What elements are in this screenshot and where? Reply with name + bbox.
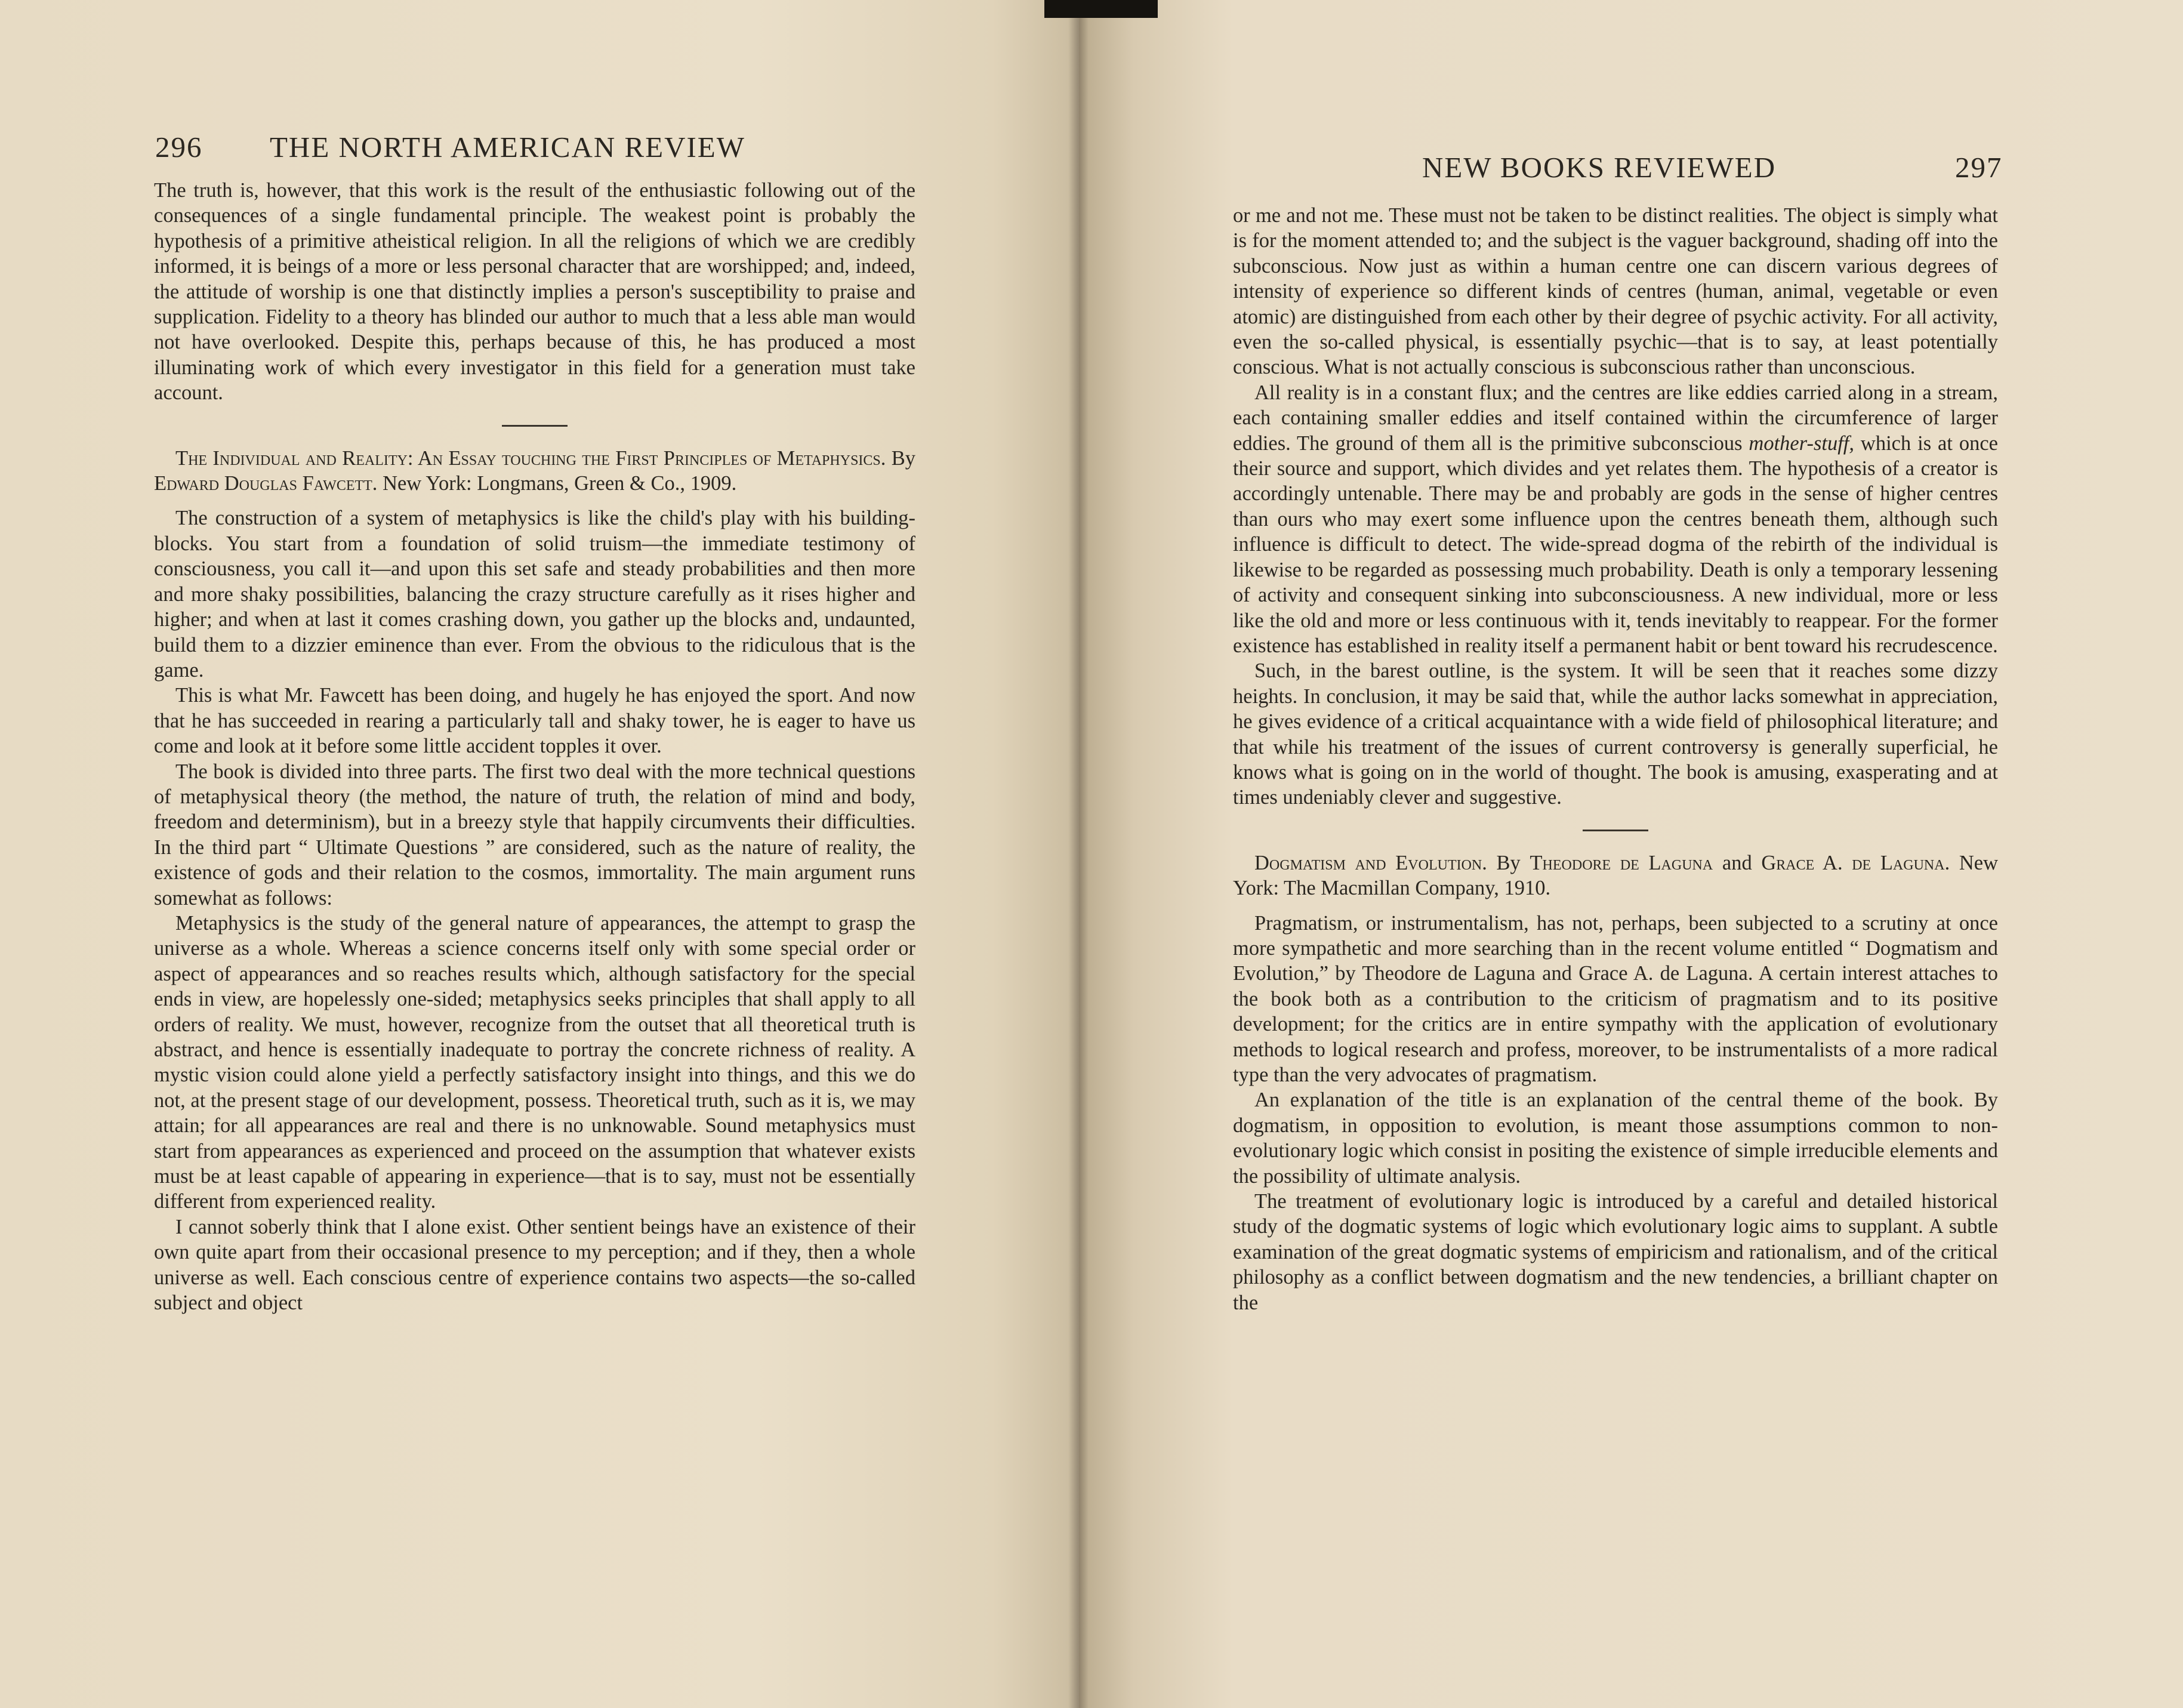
- review-and: and: [1722, 851, 1752, 874]
- running-head: NEW BOOKS REVIEWED: [1422, 151, 1777, 184]
- review-title: Dogmatism and Evolution.: [1254, 851, 1487, 874]
- paragraph: An explanation of the title is an explanation of the central theme of the book. By dogmatism, in opposition to evolution, is meant those assumptions common to non-evolutionary logic which consist in positing the existence of simple irreducible elements and the possibility of ultimate analysis.: [1233, 1089, 1998, 1188]
- paragraph: The treatment of evolutionary logic is introduced by a careful and detailed historical study of the dogmatic systems of logic which evolutionary logic aims to supplant. A subtle examination of the great dogmatic systems of empiricism and rationalism, and of the critical philosophy as a conflict between dogmatism and the new tendencies, a brilliant chapter on the: [1233, 1190, 1998, 1314]
- review-publisher: New York: The Macmillan Company, 1910.: [1233, 851, 1999, 900]
- review-title: The Individual and Reality: An Essay touching the First Principles of Metaphysics.: [175, 446, 886, 470]
- paragraph: I cannot soberly think that I alone exist. Other sentient beings have an existence of their own quite apart from their occasional presence to my perception; and if they, then a whole universe as well. Each conscious centre of experience contains two aspects—the so-called subject and object: [154, 1215, 915, 1315]
- paragraph-text: All reality is in a constant flux; and the centres are like eddies carried along in a stream, each containing smaller eddies and itself contained within the circumference of larger eddies. The ground of them all is the primitive subconscious: [1233, 381, 1998, 455]
- paragraph: or me and not me. These must not be taken to be distinct realities. The object is simply what is for the moment attended to; and the subject is the vaguer background, shading off into the subconscious. Now just as within a human centre one can discern various degrees of intensity of experience so different kinds of centres (human, animal, vegetable or even atomic) are distinguished from each other by their degree of psychic activity. For all activity, even the so-called physical, is essentially psychic—that is to say, at least potentially conscious. What is not actually conscious is subconscious rather than unconscious.: [1233, 204, 1998, 379]
- paragraph: The book is divided into three parts. The first two deal with the more technical questions of metaphysical theory (the method, the nature of truth, the relation of mind and body, freedom and determinism), but in a breezy style that happily circumvents their difficulties. In the third part “ Ultimate Questions ” are considered, such as the nature of reality, the existence of gods and their relation to the cosmos, immortality. The main argument runs somewhat as follows:: [154, 760, 915, 910]
- page-number: 297: [1955, 151, 2003, 184]
- running-head: THE NORTH AMERICAN REVIEW: [270, 131, 745, 164]
- text-column: [154, 178, 915, 1315]
- paragraph: Metaphysics is the study of the general nature of appearances, the attempt to grasp the universe as a whole. Whereas a science concerns itself only with some special order or aspect of appearances and so reaches results which, although satisfactory for the special ends in view, are hopelessly one-sided; metaphysics seeks principles that shall apply to all orders of reality. We must, however, recognize from the outset that all theoretical truth is abstract, and hence is essentially inadequate to portray the concrete richness of reality. A mystic vision could alone yield a perfectly satisfactory insight into things, and this we do not, at the present stage of our development, possess. Theoretical truth, such as it is, we may attain; for all appearances are real and there is no unknowable. Sound metaphysics must start from appearances as experienced and proceed on the assumption that whatever exists must be at least capable of appearing in experience—that is to say, must not be essentially different from experienced reality.: [154, 911, 915, 1213]
- review-by: By: [891, 446, 916, 470]
- left-page: [0, 0, 1079, 1708]
- review-heading: [154, 446, 915, 497]
- page-number: 296: [155, 131, 203, 164]
- paragraph: [1233, 380, 1998, 658]
- paragraph: Such, in the barest outline, is the system. It will be seen that it reaches some dizzy heights. In conclusion, it may be said that, while the author lacks somewhat in appreciation, he gives evidence of a critical acquaintance with a wide field of philosophical literature; and that while his treatment of the issues of current controversy is generally superficial, he knows what is going on in the world of thought. The book is amusing, exasperating and at times undeniably clever and suggestive.: [1233, 659, 1998, 809]
- review-by: By: [1496, 851, 1521, 874]
- paragraph-text: which is at once their source and support, which divides and yet relates them. The hypothesis of a creator is accordingly untenable. There may be and probably are gods in the sense of higher centres than ours who may exert some influence upon the centres beneath them, although such influence is difficult to detect. The wide-spread dogma of the rebirth of the individual is likewise to be regarded as possessing much probability. Death is only a temporary lessening of activity and consequent sinking into subconsciousness. A new individual, more or less like the old and more or less continuous with it, tends inevitably to reappear. For the former existence has established in reality itself a permanent habit or bent toward his recrudescence.: [1233, 431, 1998, 657]
- paragraph: This is what Mr. Fawcett has been doing, and hugely he has enjoyed the sport. And now that he has succeeded in rearing a particularly tall and shaky tower, he is eager to have us come and look at it before some little accident topples it over.: [154, 684, 915, 758]
- spine-shadow: [1044, 0, 1158, 18]
- review-heading: [1233, 850, 1998, 901]
- paragraph: The construction of a system of metaphysics is like the child's play with his building-blocks. You start from a foundation of solid truism—the immediate testimony of consciousness, you call it—and upon this set safe and steady probabilities and then more and more shaky possibilities, balancing the crazy structure carefully as it rises higher and higher; and when at last it comes crashing down, you gather up the blocks and, undaunted, build them to a dizzier eminence than ever. From the obvious to the ridiculous that is the game.: [154, 507, 915, 682]
- review-publisher: New York: Longmans, Green & Co., 1909.: [383, 472, 737, 495]
- italic-term: mother-stuff,: [1749, 431, 1855, 455]
- review-author: Grace A. de Laguna.: [1761, 851, 1950, 874]
- paragraph: The truth is, however, that this work is the result of the enthusiastic following out of the consequences of a single fundamental principle. The weakest point is probably the hypothesis of a primitive atheistical religion. In all the religions of which we are credibly informed, it is beings of a more or less personal character that are worshipped; and, indeed, the attitude of worship is one that distinctly implies a person's susceptibility to praise and supplication. Fidelity to a theory has blinded our author to much that a less able man would not have overlooked. Despite this, perhaps because of this, he has produced a most illuminating work of which every investigator in this field for a generation must take account.: [154, 179, 915, 405]
- right-page: [1079, 0, 2183, 1708]
- review-author: Theodore de Laguna: [1530, 851, 1713, 874]
- book-gutter: [1068, 0, 1089, 1708]
- text-column: [1233, 203, 1998, 1315]
- paragraph: Pragmatism, or instrumentalism, has not, perhaps, been subjected to a scrutiny at once more sympathetic and more searching than in the recent volume entitled “ Dogmatism and Evolution,” by Theodore de Laguna and Grace A. de Laguna. A certain interest attaches to the book both as a contribution to the criticism of pragmatism and to its positive development; for the critics are in entire sympathy with the application of evolutionary methods to logical research and profess, moreover, to be instrumentalists of a more radical type than the very advocates of pragmatism.: [1233, 911, 1998, 1086]
- review-author: Edward Douglas Fawcett.: [154, 472, 378, 495]
